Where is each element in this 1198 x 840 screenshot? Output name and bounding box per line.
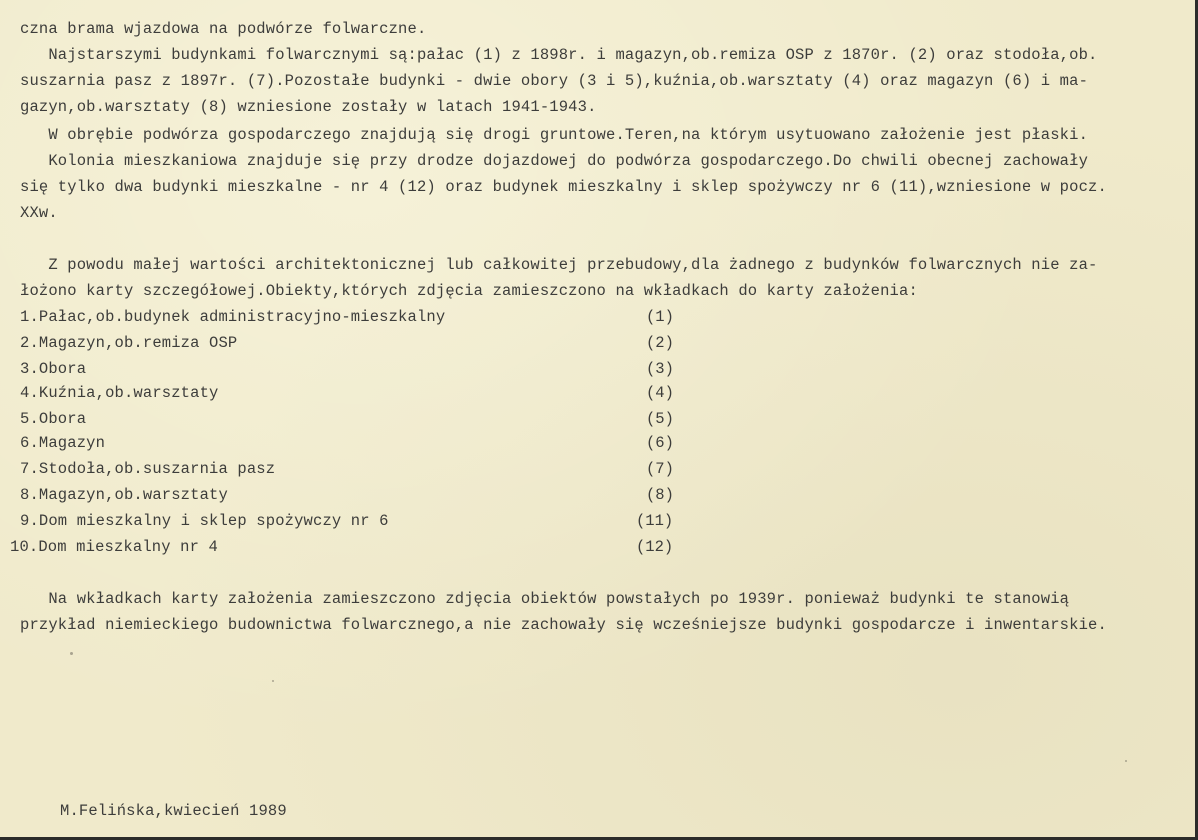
text-line: się tylko dwa budynki mieszkalne - nr 4 (12) oraz budynek mieszkalny i sklep spożywczy nr 6 (11),wzniesione w pocz. [20,178,1107,196]
list-item-label: 6.Magazyn [20,434,106,452]
list-item-label: 10.Dom mieszkalny nr 4 [10,538,218,556]
list-item-label: 8.Magazyn,ob.warsztaty [20,486,228,504]
list-item-ref: (1) [646,308,674,326]
list-item-label: 7.Stodoła,ob.suszarnia pasz [20,460,276,478]
text-line: Kolonia mieszkaniowa znajduje się przy drodze dojazdowej do podwórza gospodarczego.Do chwili obecnej zachowały [20,152,1089,170]
text-line: czna brama wjazdowa na podwórze folwarczne. [20,20,427,38]
text-line: przykład niemieckiego budownictwa folwarcznego,a nie zachowały się wcześniejsze budynki gospodarcze i inwentarskie. [20,616,1107,634]
list-item-ref: (6) [646,434,674,452]
text-line: Z powodu małej wartości architektonicznej lub całkowitej przebudowy,dla żadnego z budynków folwarcznych nie za- [20,256,1098,274]
list-item-ref: (11) [636,512,674,530]
list-item-label: 5.Obora [20,410,87,428]
text-line: W obrębie podwórza gospodarczego znajdują się drogi gruntowe.Teren,na którym usytuowano założenie jest płaski. [20,126,1089,144]
list-item-label: 9.Dom mieszkalny i sklep spożywczy nr 6 [20,512,389,530]
paper-speck [1125,760,1127,762]
list-item-label: 3.Obora [20,360,87,378]
text-line: Najstarszymi budynkami folwarcznymi są:pałac (1) z 1898r. i magazyn,ob.remiza OSP z 1870r. (2) oraz stodoła,ob. [20,46,1098,64]
list-item-label: 1.Pałac,ob.budynek administracyjno-mieszkalny [20,308,446,326]
text-line: XXw. [20,204,58,222]
list-item-ref: (3) [646,360,674,378]
list-item-ref: (12) [636,538,674,556]
text-line: łożono karty szczegółowej.Obiekty,których zdjęcia zamieszczono na wkładkach do karty założenia: [20,282,918,300]
list-item-ref: (7) [646,460,674,478]
list-item-label: 4.Kuźnia,ob.warsztaty [20,384,219,402]
list-item-ref: (2) [646,334,674,352]
text-line: gazyn,ob.warsztaty (8) wzniesione zostały w latach 1941-1943. [20,98,597,116]
signature-line: M.Felińska,kwiecień 1989 [60,802,287,820]
paper-speck [70,652,73,655]
list-item-ref: (5) [646,410,674,428]
text-line: Na wkładkach karty założenia zamieszczono zdjęcia obiektów powstałych po 1939r. ponieważ budynki te stanowią [20,590,1070,608]
list-item-ref: (4) [646,384,674,402]
list-item-label: 2.Magazyn,ob.remiza OSP [20,334,238,352]
text-line: suszarnia pasz z 1897r. (7).Pozostałe budynki - dwie obory (3 i 5),kuźnia,ob.warsztaty (4) oraz magazyn (6) i ma- [20,72,1089,90]
paper-speck [272,680,274,682]
list-item-ref: (8) [646,486,674,504]
